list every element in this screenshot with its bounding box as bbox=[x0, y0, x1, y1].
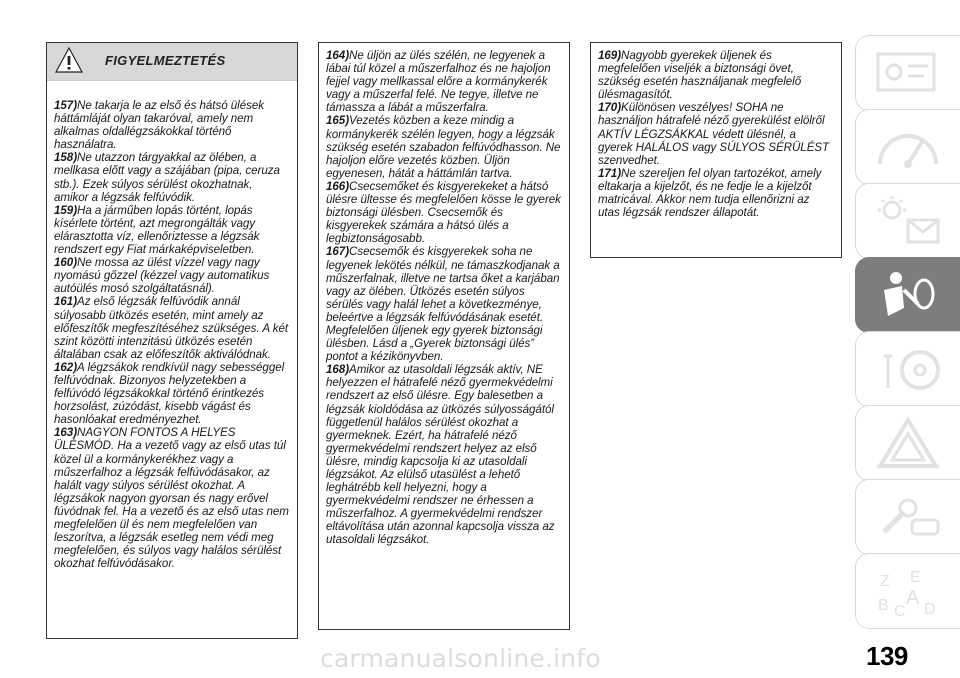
warning-item bbox=[598, 167, 833, 219]
dashboard-gauge-icon bbox=[874, 120, 944, 176]
chapter-tab-index[interactable] bbox=[855, 553, 960, 629]
warning-item-number: 158) bbox=[54, 151, 78, 165]
warning-item-number: 168) bbox=[326, 363, 350, 377]
warning-item-text: Amikor az utasoldali légzsák aktív, NE helyezzen el hátrafelé néző gyermekvédelmi rendszert az első ülésre. Egy balesetben a légzsák kioldódása az ütközés súlyosságától függetlenül halálos sérülést okozhat a gyermeknek. Ezért, ha hátrafelé néző gyermekvédelmi rendszert helyez az első ülésre, mindig kapcsolja ki az utasoldali légzsákot. Az elülső utasülést a lehető leghátrébb kell helyezni, hogy a gyermekvédelmi rendszer ne érhessen a műszerfalhoz. A gyermekvédelmi rendszer eltávolítása után azonnal kapcsolja vissza az utasoldali légzsákot. bbox=[326, 363, 555, 547]
warning-item-number: 160) bbox=[54, 256, 78, 270]
warning-item-text: Csecsemők és kisgyerekek soha ne legyenek lekötés nélkül, ne támaszkodjanak a műszerfalnak, illetve ne tartsa őket a karjában vagy az ölében. Ütközés esetén súlyos sérülés vagy halál lehet a következménye, beleértve a légzsák felfúvódásának esetét. Megfelelően üljenek egy gyerek biztonsági ülésben. Lásd a „Gyerek biztonsági ülés” pontot a kézikönyvben. bbox=[326, 245, 560, 364]
wheel-key-icon bbox=[874, 342, 944, 398]
warning-item-text: Csecsemőket és kisgyerekeket a hátsó ülésre ültesse és megfelelően kösse le gyerek biztonsági ülésben. Csecsemők és kisgyerekek számára a hátsó ülés a legbiztonságosabb. bbox=[326, 179, 561, 246]
warning-item-text: Az első légzsák felfúvódik annál súlyosabb ütközés esetén, mint amely az előfeszítők megfeszítéséhez szükséges. A két szint közötti intenzitású ütközés esetén általában csak az előfeszítők aktiválódnak. bbox=[54, 295, 289, 361]
chapter-tab-maintenance[interactable] bbox=[855, 479, 960, 555]
warning-item bbox=[326, 245, 561, 363]
warning-item-text: Nagyobb gyerekek üljenek és megfelelően viseljék a biztonsági övet, szükség esetén használjanak megfelelő ülésmagasítót. bbox=[598, 49, 802, 102]
warning-item-number: 171) bbox=[598, 166, 622, 180]
warning-item-number: 164) bbox=[326, 49, 350, 62]
chapter-tab-lights[interactable] bbox=[855, 183, 960, 259]
warning-item bbox=[54, 361, 289, 426]
svg-text:A: A bbox=[906, 587, 920, 609]
warning-item bbox=[54, 256, 289, 295]
warning-item-text: Ne mossa az ülést vízzel vagy nagy nyomású gőzzel (kézzel vagy automatikus autóülés mosó szolgáltatásnál). bbox=[54, 256, 270, 296]
warning-item bbox=[54, 151, 289, 203]
svg-text:C: C bbox=[894, 603, 906, 620]
wrench-car-icon bbox=[874, 490, 944, 546]
warning-list-col2 bbox=[318, 42, 570, 630]
warning-item-text: Ne üljön az ülés szélén, ne legyenek a lábai túl közel a műszerfalhoz és ne hajoljon fejjel vagy mellkassal előre a kormánykerék vagy a műszerfal felé. Ne tegye, illetve ne támassza a lábát a műszerfalra. bbox=[326, 49, 551, 115]
warning-list-col3 bbox=[590, 42, 842, 258]
warning-list-col1 bbox=[47, 81, 297, 570]
warning-item-number: 161) bbox=[54, 295, 78, 309]
warning-item-text: Ne takarja le az első és hátsó ülések háttámláját olyan takaróval, amely nem alkalmas oldallégzsákokkal történő használatra. bbox=[54, 99, 264, 152]
warning-item bbox=[326, 49, 561, 114]
lights-mail-icon bbox=[874, 194, 944, 250]
watermark: carmanualsonline.info bbox=[320, 644, 601, 673]
warning-item-text: Ne szereljen fel olyan tartozékot, amely eltakarja a kijelzőt, és ne fedje le a kijelzőt matricával. Akkor nem tudja ellenőrizni az utas légzsák rendszer állapotát. bbox=[598, 166, 822, 220]
warning-item-text: Vezetés közben a keze mindig a kormánykerék szélén legyen, hogy a légzsák szükség esetén szabadon felfúvódhasson. Ne hajoljon előre vezetés közben. Üljön egyenesen, hátát a háttámlán tartva. bbox=[326, 114, 561, 180]
chapter-tab-starting[interactable] bbox=[855, 331, 960, 407]
svg-text:Z: Z bbox=[880, 573, 890, 590]
warning-item-number: 170) bbox=[598, 101, 622, 115]
warning-item-text: Ha a járműben lopás történt, lopás kísérlete történt, azt megrongálták vagy elárasztotta víz, ellenőriztesse a légzsák rendszert egy Fiat márkaképviseletben. bbox=[54, 203, 260, 257]
svg-text:D: D bbox=[924, 601, 936, 618]
chapter-tab-emergency[interactable] bbox=[855, 405, 960, 481]
index-icon bbox=[874, 564, 944, 620]
warning-item bbox=[598, 49, 833, 101]
warning-item-number: 162) bbox=[54, 360, 78, 374]
warning-triangle-icon bbox=[874, 416, 944, 472]
warning-item bbox=[54, 99, 289, 151]
svg-text:B: B bbox=[878, 597, 889, 614]
warning-item bbox=[54, 426, 289, 570]
warning-item bbox=[54, 204, 289, 256]
warning-header bbox=[47, 43, 297, 81]
airbag-icon bbox=[874, 268, 944, 324]
warning-item-number: 169) bbox=[598, 49, 622, 62]
warning-item-number: 166) bbox=[326, 179, 350, 193]
warning-item-number: 157) bbox=[54, 99, 78, 112]
warning-item bbox=[326, 180, 561, 245]
warning-item-text: Különösen veszélyes! SOHA ne használjon hátrafelé néző gyerekülést elölről AKTÍV LÉGZSÁKKAL védett ülésnél, a gyerek HALÁLOS vagy SÚLYOS SÉRÜLÉST szenvedhet. bbox=[598, 101, 830, 167]
warning-item-number: 167) bbox=[326, 245, 350, 259]
chapter-tab-safety[interactable] bbox=[855, 257, 960, 333]
chapter-tab-car-info[interactable] bbox=[855, 35, 960, 111]
chapter-tab-dashboard[interactable] bbox=[855, 109, 960, 185]
warning-title: FIGYELMEZTETÉS bbox=[105, 53, 226, 68]
page-number: 139 bbox=[866, 641, 908, 671]
warning-item-text: A légzsákok rendkívül nagy sebességgel felfúvódnak. Bizonyos helyzetekben a felfúvódó légzsákokkal történő érintkezés horzsolást, zúzódást, kisebb vágást és hasonlóakat eredményezhet. bbox=[54, 360, 285, 427]
warning-triangle-icon bbox=[55, 47, 83, 73]
warning-item-number: 159) bbox=[54, 203, 78, 217]
warning-item-text: Ne utazzon tárgyakkal az ölében, a mellkasa előtt vagy a szájában (pipa, ceruza stb.). Ezek súlyos sérülést okozhatnak, amikor a légzsák felfúvódik. bbox=[54, 151, 280, 204]
warning-item bbox=[54, 295, 289, 360]
warning-item-text: NAGYON FONTOS A HELYES ÜLÉSMÓD. Ha a vezető vagy az első utas túl közel ül a kormánykerékhez vagy a műszerfalhoz a légzsák felfúvódásakor, az halált vagy súlyos sérülést okozhat. A légzsákok nagyon gyorsan és nagy erővel fúvódnak fel. Ha a vezető és az első utas nem megfelelően ül és nem megfelelően van leszorítva, a légzsák esetleg nem védi meg megfelelően, és súlyos vagy halálos sérülést okozhat felfúvódásakor. bbox=[54, 426, 289, 571]
svg-text:E: E bbox=[910, 569, 921, 586]
warning-box bbox=[46, 42, 298, 639]
car-info-icon bbox=[874, 46, 944, 102]
warning-item bbox=[326, 363, 561, 546]
warning-item-number: 165) bbox=[326, 114, 350, 128]
warning-item bbox=[326, 114, 561, 179]
warning-item bbox=[598, 101, 833, 166]
warning-item-number: 163) bbox=[54, 426, 78, 440]
